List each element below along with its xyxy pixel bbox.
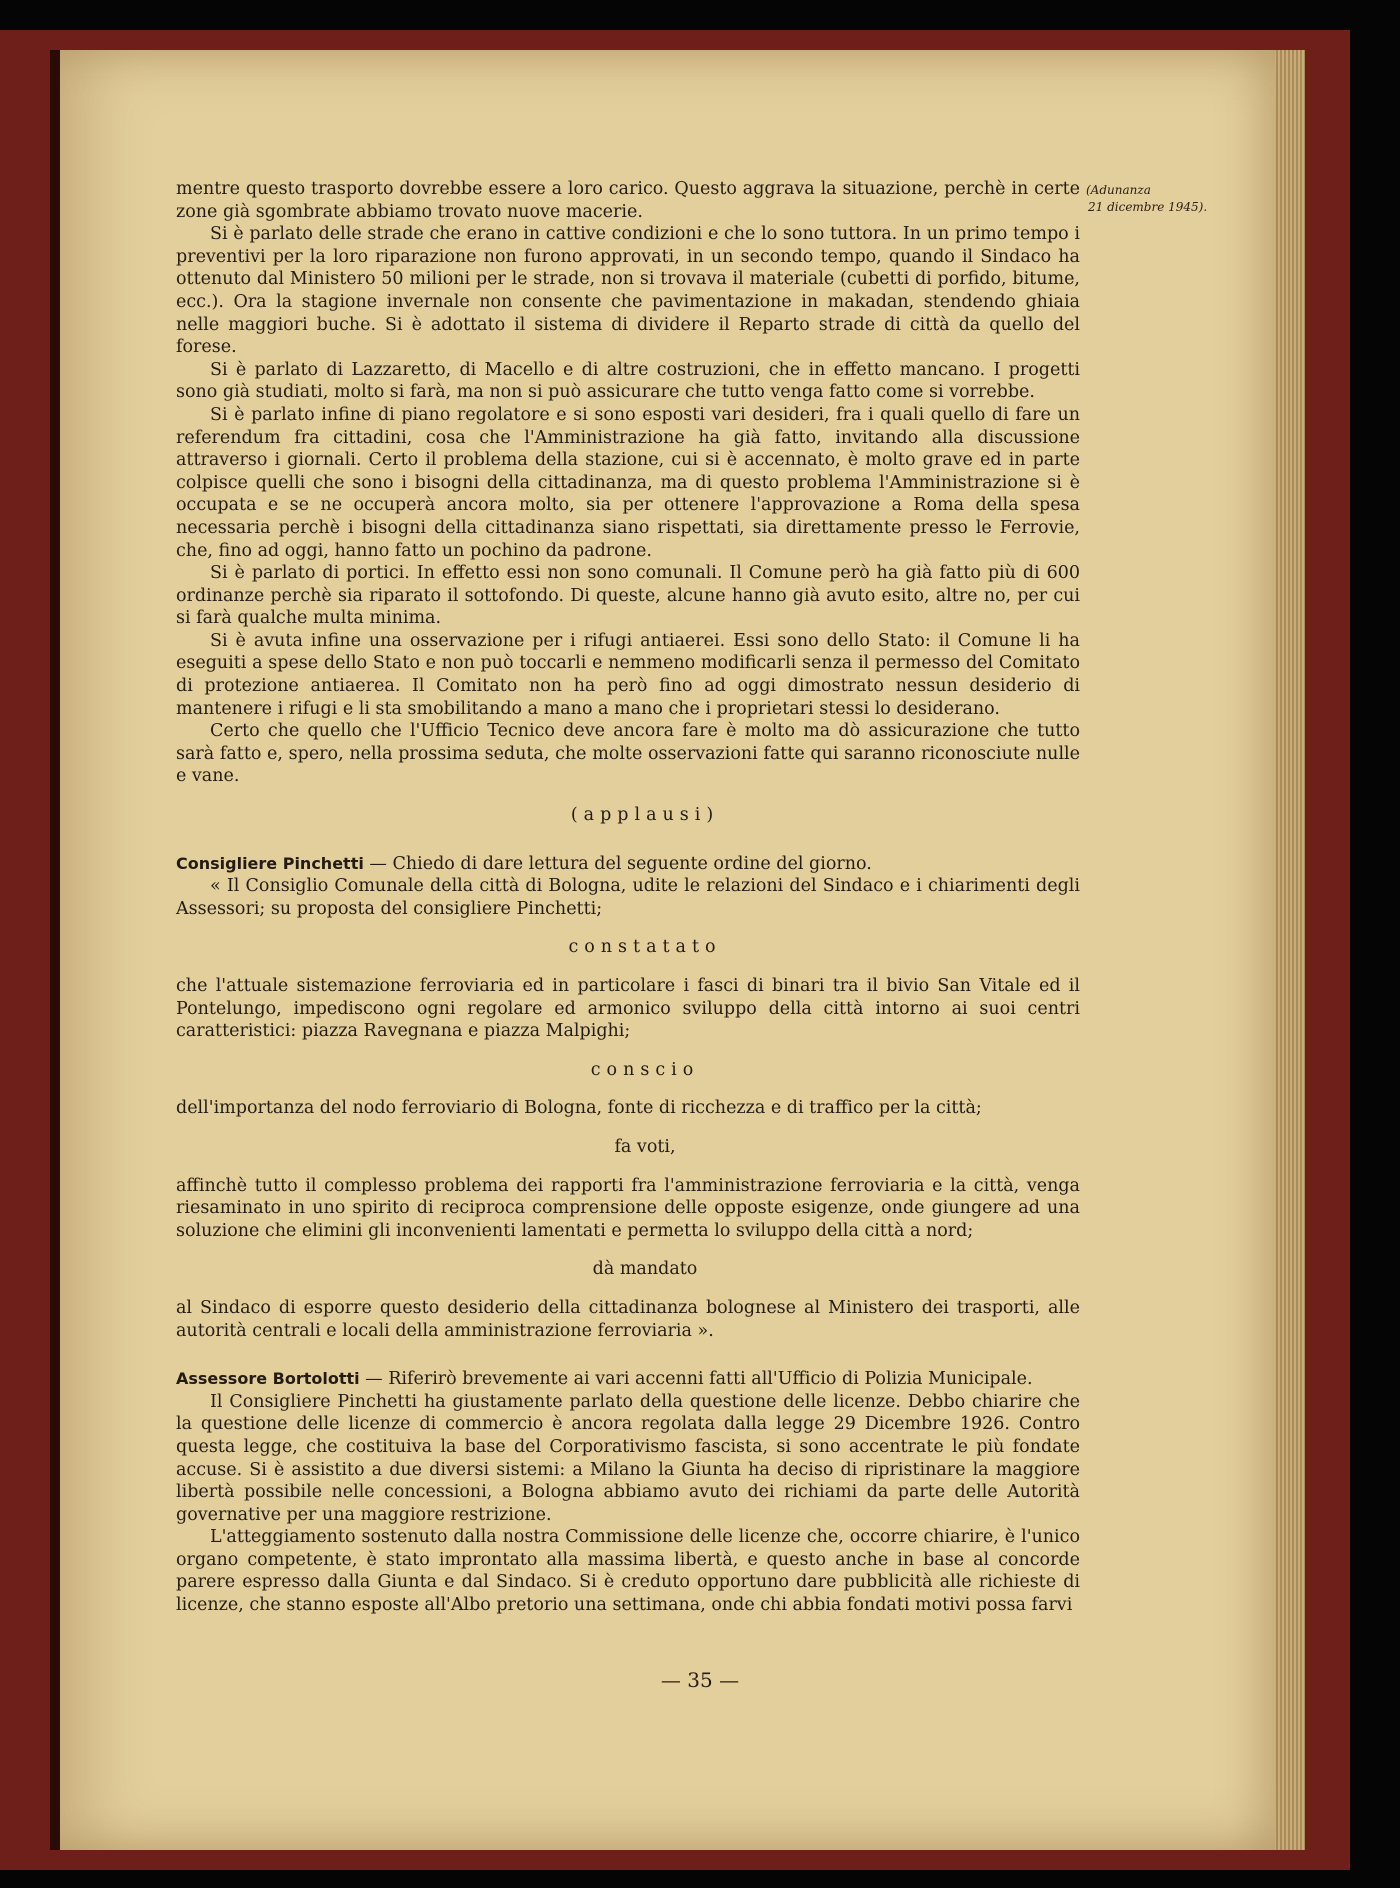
paragraph: Si è parlato delle strade che erano in cattive condizioni e che lo sono tuttora. In un primo tempo i preventivi per la loro riparazione non furono approvati, in un secondo tempo, quando il Sindaco ha ottenuto dal Ministero 50 milioni per le strade, non si trovava il materiale (cubetti di porfido, bitume, ecc.). Ora la stagione invernale non consente che pavimentazione in makadan, stendendo ghiaia nelle maggiori buche. Si è adottato il sistema di dividere il Reparto strade di città da quello del forese. xyxy=(176,224,1080,358)
margin-note xyxy=(1086,182,1226,216)
margin-note-line: (Adunanza xyxy=(1086,183,1151,197)
page-gutter xyxy=(50,50,60,1850)
speaker-paragraph xyxy=(176,853,1080,876)
paragraph: L'atteggiamento sostenuto dalla nostra Commissione delle licenze che, occorre chiarire, è l'unico organo competente, è stato improntato alla massima libertà, e questo anche in base al concorde parere espresso dalla Giunta e dal Sindaco. Si è creduto opportuno dare pubblicità alle richieste di licenze, che stanno esposte all'Albo pretorio una settimana, onde chi abbia fondati motivi possa farvi xyxy=(176,1527,1080,1616)
motion-clause: che l'attuale sistemazione ferroviaria ed in particolare i fasci di binari tra il bivio San Vitale ed il Pontelungo, impediscono ogni regolare ed armonico sviluppo della città intorno ai suoi centri caratteristici: piazza Ravegnana e piazza Malpighi; xyxy=(176,976,1080,1042)
speaker-paragraph xyxy=(176,1368,1080,1391)
motion-clause: affinchè tutto il complesso problema dei rapporti fra l'amministrazione ferroviaria e la città, venga riesaminato in uno spirito di reciproca comprensione delle opposte esigenze, onde giungere ad una soluzione che elimini gli inconvenienti lamentati e permetta lo sviluppo della città a nord; xyxy=(176,1175,1080,1241)
speaker-name: Consigliere Pinchetti xyxy=(176,853,364,873)
motion-heading: fa voti, xyxy=(614,1136,676,1157)
applause-note: (applausi) xyxy=(570,805,720,826)
page-number: — 35 — xyxy=(660,1668,740,1692)
motion-intro: « Il Consiglio Comunale della città di Bologna, udite le relazioni del Sindaco e i chiarimenti degli Assessori; su proposta del consigliere Pinchetti; xyxy=(176,876,1080,919)
paragraph: mentre questo trasporto dovrebbe essere a loro carico. Questo aggrava la situazione, perchè in certe zone già sgombrate abbiamo trovato nuove macerie. xyxy=(176,179,1080,222)
page-body xyxy=(176,178,1080,1617)
motion-heading: dà mandato xyxy=(592,1259,698,1280)
paragraph: Si è parlato di portici. In effetto essi non sono comunali. Il Comune però ha già fatto più di 600 ordinanze perchè sia riparato il sottofondo. Di queste, alcune hanno già avuto esito, altre no, per cui si farà qualche multa minima. xyxy=(176,563,1080,629)
paragraph: Certo che quello che l'Ufficio Tecnico deve ancora fare è molto ma dò assicurazione che tutto sarà fatto e, spero, nella prossima seduta, che molte osservazioni fatte qui saranno riconosciute nulle e vane. xyxy=(176,721,1080,787)
paragraph: Il Consigliere Pinchetti ha giustamente parlato della questione delle licenze. Debbo chiarire che la questione delle licenze di commercio è ancora regolata dalla legge 29 Dicembre 1926. Contro questa legge, che costituiva la base del Corporativismo fascista, si sono accentrate le più fondate accuse. Si è assistito a due diversi sistemi: a Milano la Giunta ha deciso di ripristinare la maggiore libertà possibile nelle concessioni, a Bologna abbiamo avuto dei richiami da parte delle Autorità governative per una maggiore restrizione. xyxy=(176,1391,1080,1525)
paragraph: Si è parlato infine di piano regolatore e si sono esposti vari desideri, fra i quali quello di fare un referendum fra cittadini, cosa che l'Amministrazione ha già fatto, invitando alla discussione attraverso i giornali. Certo il problema della stazione, cui si è accennato, è molto grave ed in parte colpisce quelli che sono i bisogni della cittadinanza, ma di questo problema l'Amministrazione si è occupata e se ne occuperà ancora molto, sia per ottenere l'approvazione a Roma della spesa necessaria perchè i bisogni della cittadinanza siano rispettati, sia direttamente presso le Ferrovie, che, fino ad oggi, hanno fatto un pochino da padrone. xyxy=(176,404,1080,561)
margin-note-line: 21 dicembre 1945). xyxy=(1088,200,1208,214)
speaker-name: Assessore Bortolotti xyxy=(176,1369,360,1389)
paragraph: Si è parlato di Lazzaretto, di Macello e di altre costruzioni, che in effetto mancano. I progetti sono già studiati, molto si farà, ma non si può assicurare che tutto venga fatto come si vorrebbe. xyxy=(176,359,1080,403)
motion-clause: al Sindaco di esporre questo desiderio della cittadinanza bolognese al Ministero dei trasporti, alle autorità centrali e locali della amministrazione ferroviaria ». xyxy=(176,1297,1080,1341)
speaker-text: — Chiedo di dare lettura del seguente ordine del giorno. xyxy=(363,853,872,874)
motion-heading: conscio xyxy=(590,1059,700,1080)
motion-heading: constatato xyxy=(568,937,722,958)
speaker-text: — Riferirò brevemente ai vari accenni fatti all'Ufficio di Polizia Municipale. xyxy=(359,1369,1033,1390)
motion-clause: dell'importanza del nodo ferroviario di Bologna, fonte di ricchezza e di traffico per la città; xyxy=(176,1098,982,1119)
paragraph: Si è avuta infine una osservazione per i rifugi antiaerei. Essi sono dello Stato: il Comune li ha eseguiti a spese dello Stato e non può toccarli e nemmeno modificarli senza il permesso del Comitato di protezione antiaerea. Il Comitato non ha però fino ad oggi dimostrato nessun desiderio di mantenere i rifugi e li sta smobilitando a mano a mano che i proprietari stessi lo desiderano. xyxy=(176,630,1080,719)
